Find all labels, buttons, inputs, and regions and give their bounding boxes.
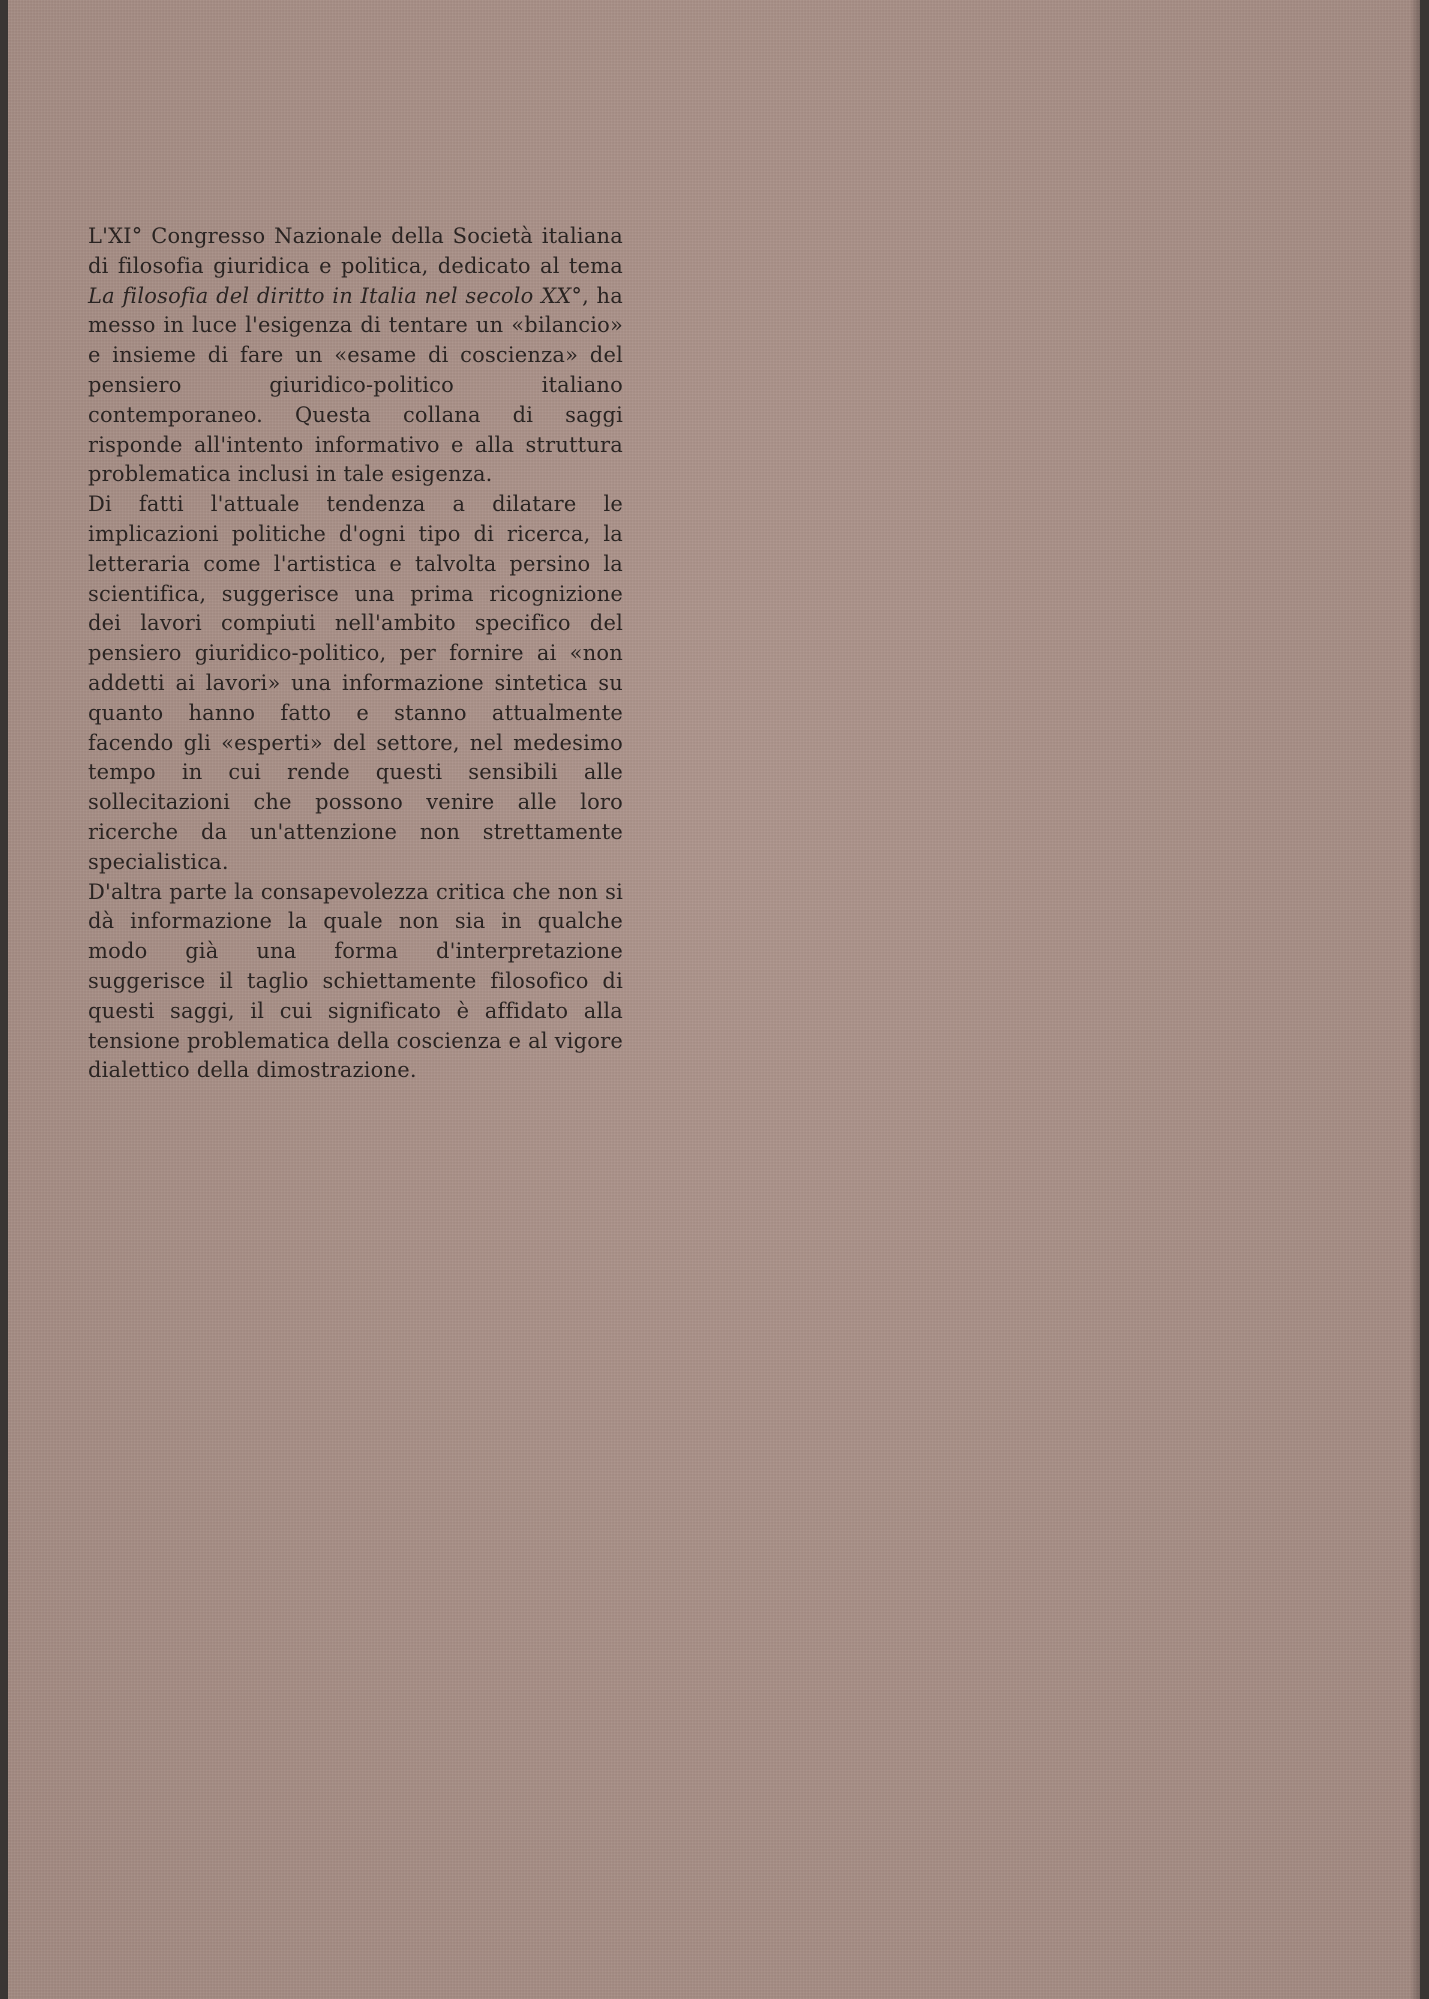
congress-theme-title: La filosofia del diritto in Italia nel secolo XX° — [88, 283, 583, 308]
blurb-text — [88, 222, 623, 1086]
blurb-paragraph-2: Di fatti l'attuale tendenza a dilatare le implicazioni politiche d'ogni tipo di ricerca, la letteraria come l'artistica e talvolta persino la scientifica, suggerisce una prima ricognizione dei lavori compiuti nell'ambito specifico del pensiero giuridico-politico, per fornire ai «non addetti ai lavori» una informazione sintetica su quanto hanno fatto e stanno attualmente facendo gli «esperti» del settore, nel medesimo tempo in cui rende questi sensibili alle sollecitazioni che possono venire alle loro ricerche da un'attenzione non strettamente specialistica. — [88, 492, 623, 874]
cover-edge-shadow — [1410, 0, 1420, 1999]
blurb-paragraph-1-intro: L'XI° Congresso Nazionale della Società italiana di filosofia giuridica e politica, dedicato al tema — [88, 224, 623, 278]
blurb-paragraph-3: D'altra parte la consapevolezza critica che non si dà informazione la quale non sia in qualche modo già una forma d'interpretazione suggerisce il taglio schiettamente filosofico di questi saggi, il cui significato è affidato alla tensione problematica della coscienza e al vigore dialettico della dimostrazione. — [88, 879, 623, 1083]
blurb-paragraph-1-rest: , ha messo in luce l'esigenza di tentare un «bilancio» e insieme di fare un «esame di coscienza» del pensiero giuridico-politico italiano contemporaneo. Questa collana di saggi risponde all'intento informativo e alla struttura problematica inclusi in tale esigenza. — [88, 283, 623, 487]
back-cover — [8, 0, 1420, 1999]
blurb-paragraph-1 — [88, 222, 623, 490]
